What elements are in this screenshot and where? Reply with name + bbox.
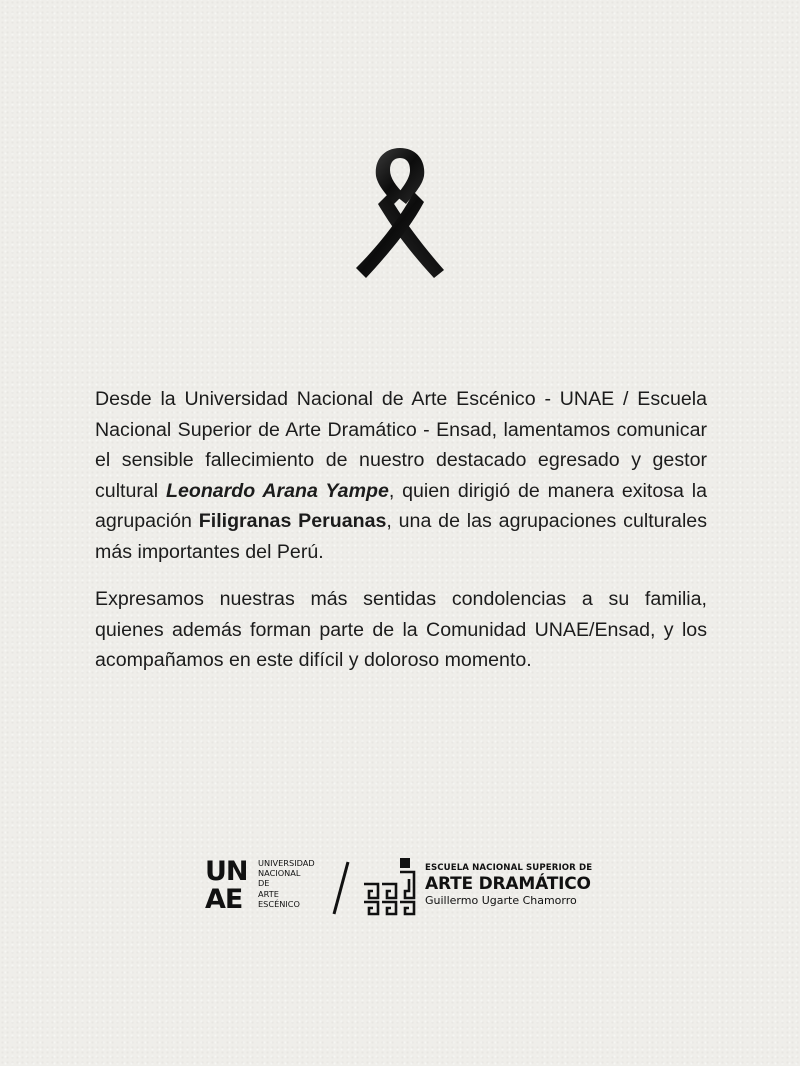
- paragraph-1-end: , una de las agrupaciones culturales más importantes del Perú.: [95, 510, 708, 563]
- ensad-line-2: ARTE DRAMÁTICO: [425, 874, 591, 894]
- unae-text-line: UNIVERSIDAD: [258, 858, 315, 868]
- paragraph-1-intro: Desde la Universidad Nacional de Arte Escénico - UNAE / Escuela Nacional Superior de Arte Dramático - Ensad, lamentamos comunicar el sensible fallecimiento de nuestro destacado egresado y gestor cultural: [95, 388, 707, 502]
- group-name: Filigranas Peruanas: [198, 510, 387, 532]
- unae-logo-text: [258, 858, 338, 909]
- ensad-logo-text: [425, 862, 625, 907]
- ensad-line-1: ESCUELA NACIONAL SUPERIOR DE: [425, 863, 593, 873]
- condolence-notice: [95, 384, 707, 676]
- unae-text-line: ESCÉNICO: [258, 898, 300, 909]
- unae-mark-row-2: AE: [205, 884, 243, 915]
- notice-paragraph-1: [95, 384, 707, 567]
- unae-text-line: NACIONAL: [258, 868, 301, 879]
- logo-separator-slash: [330, 860, 352, 916]
- unae-text-line: ARTE: [258, 888, 279, 899]
- ensad-line-3: Guillermo Ugarte Chamorro: [425, 894, 577, 907]
- paragraph-1-middle: , quien dirigió de manera exitosa la agrupación: [95, 479, 707, 532]
- footer-logos: [0, 852, 800, 922]
- unae-text-line: DE: [258, 878, 270, 889]
- deceased-name: Leonardo Arana Yampe: [165, 479, 389, 502]
- ensad-logo-mark-icon: [360, 858, 418, 916]
- notice-paragraph-2: Expresamos nuestras más sentidas condolencias a su familia, quienes además forman parte de la Comunidad UNAE/Ensad, y los acompañamos en este difícil y doloroso momento.: [95, 588, 707, 671]
- unae-logo-mark: [205, 858, 255, 916]
- mourning-ribbon-icon: [348, 142, 452, 282]
- unae-mark-row-1: UN: [205, 856, 248, 887]
